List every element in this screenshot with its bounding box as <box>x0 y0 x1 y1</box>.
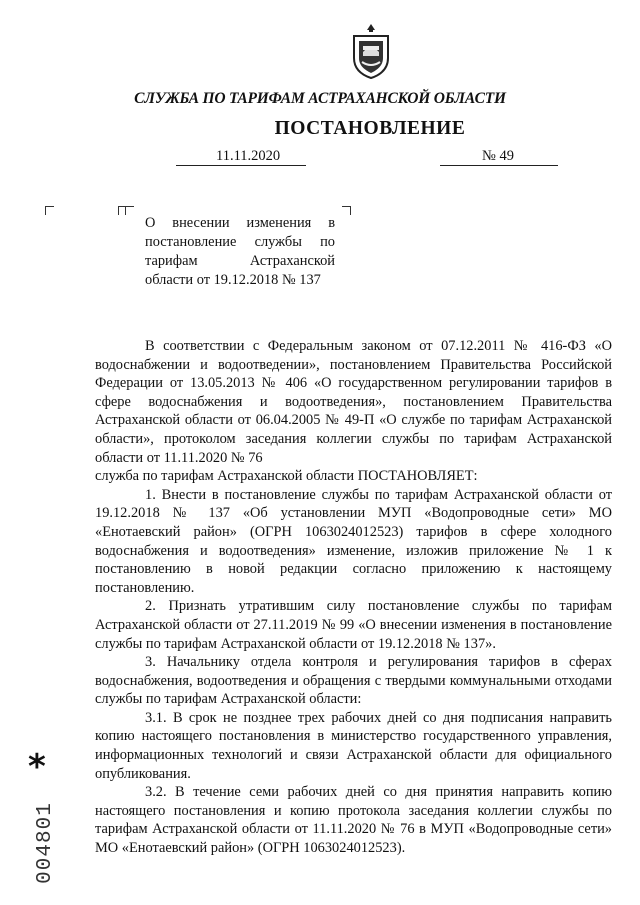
clause-3: 3. Начальнику отдела контроля и регулирования тарифов в сферах водоснабжения, водоотведения и обращения с твердыми коммунальными отходами службы по тарифам Астраханской области: <box>95 654 612 708</box>
resolves-line: служба по тарифам Астраханской области ПОСТАНОВЛЯЕТ: <box>95 468 478 485</box>
margin-stamp <box>20 747 70 890</box>
number-field <box>440 147 558 166</box>
preamble-paragraph: В соответствии с Федеральным законом от 07.12.2011 № 416-ФЗ «О водоснабжении и водоотведении», постановлением Правительства Российской Федерации от 13.05.2013 № 406 «О государственном регулировании тарифов в сфере водоснабжения и водоотведения», постановлением Правительства Астраханской области от 06.04.2005 № 49-П «О службе по тарифам Астраханской области», протоколом заседания коллегии службы по тарифам Астраханской области от 11.11.2020 № 76 <box>95 338 612 466</box>
clause-2: 2. Признать утратившим силу постановление службы по тарифам Астраханской области от 27.11.2019 № 99 «О внесении изменения в постановление службы по тарифам Астраханской области от 19.12.2018 № 137». <box>95 598 612 652</box>
agency-name: СЛУЖБА ПО ТАРИФАМ АСТРАХАНСКОЙ ОБЛАСТИ <box>134 90 506 107</box>
clause-1: 1. Внести в постановление службы по тарифам Астраханской области от 19.12.2018 № 137 «Об установлении МУП «Водопроводные сети» МО «Енотаевский район» (ОГРН 1063024012523) тарифов в сфере холодного водоснабжения и водоотведения» изменение, изложив приложение № 1 к постановлению в новой редакции согласно приложению к настоящему постановлению. <box>95 486 612 596</box>
date-field <box>176 147 306 166</box>
coat-of-arms-icon <box>350 22 392 80</box>
document-date: 11.11.2020 <box>216 148 281 164</box>
corner-mark <box>342 206 351 215</box>
corner-mark <box>45 206 54 215</box>
document-body <box>95 337 612 858</box>
document-type-title: ПОСТАНОВЛЕНИЕ <box>274 118 466 139</box>
clause-3-2: 3.2. В течение семи рабочих дней со дня принятия направить копию настоящего постановления и копию протокола заседания коллегии службы по тарифам Астраханской области от 11.11.2020 № 76 в МУП «Водопроводные сети» МО «Енотаевский район» (ОГРН 1063024012523). <box>95 784 612 857</box>
document-number: № 49 <box>482 148 514 164</box>
clause-3-1: 3.1. В срок не позднее трех рабочих дней со дня подписания направить копию настоящего постановления в министерство государственного управления, информационных технологий и связи Астраханской области для официального опубликования. <box>95 709 612 782</box>
asterisk-mark: * <box>28 747 46 787</box>
corner-mark <box>125 206 134 215</box>
serial-number: 004801 <box>34 802 57 884</box>
document-subject: О внесении изменения в постановление службы по тарифам Астраханской области от 19.12.2018 № 137 <box>145 215 335 288</box>
